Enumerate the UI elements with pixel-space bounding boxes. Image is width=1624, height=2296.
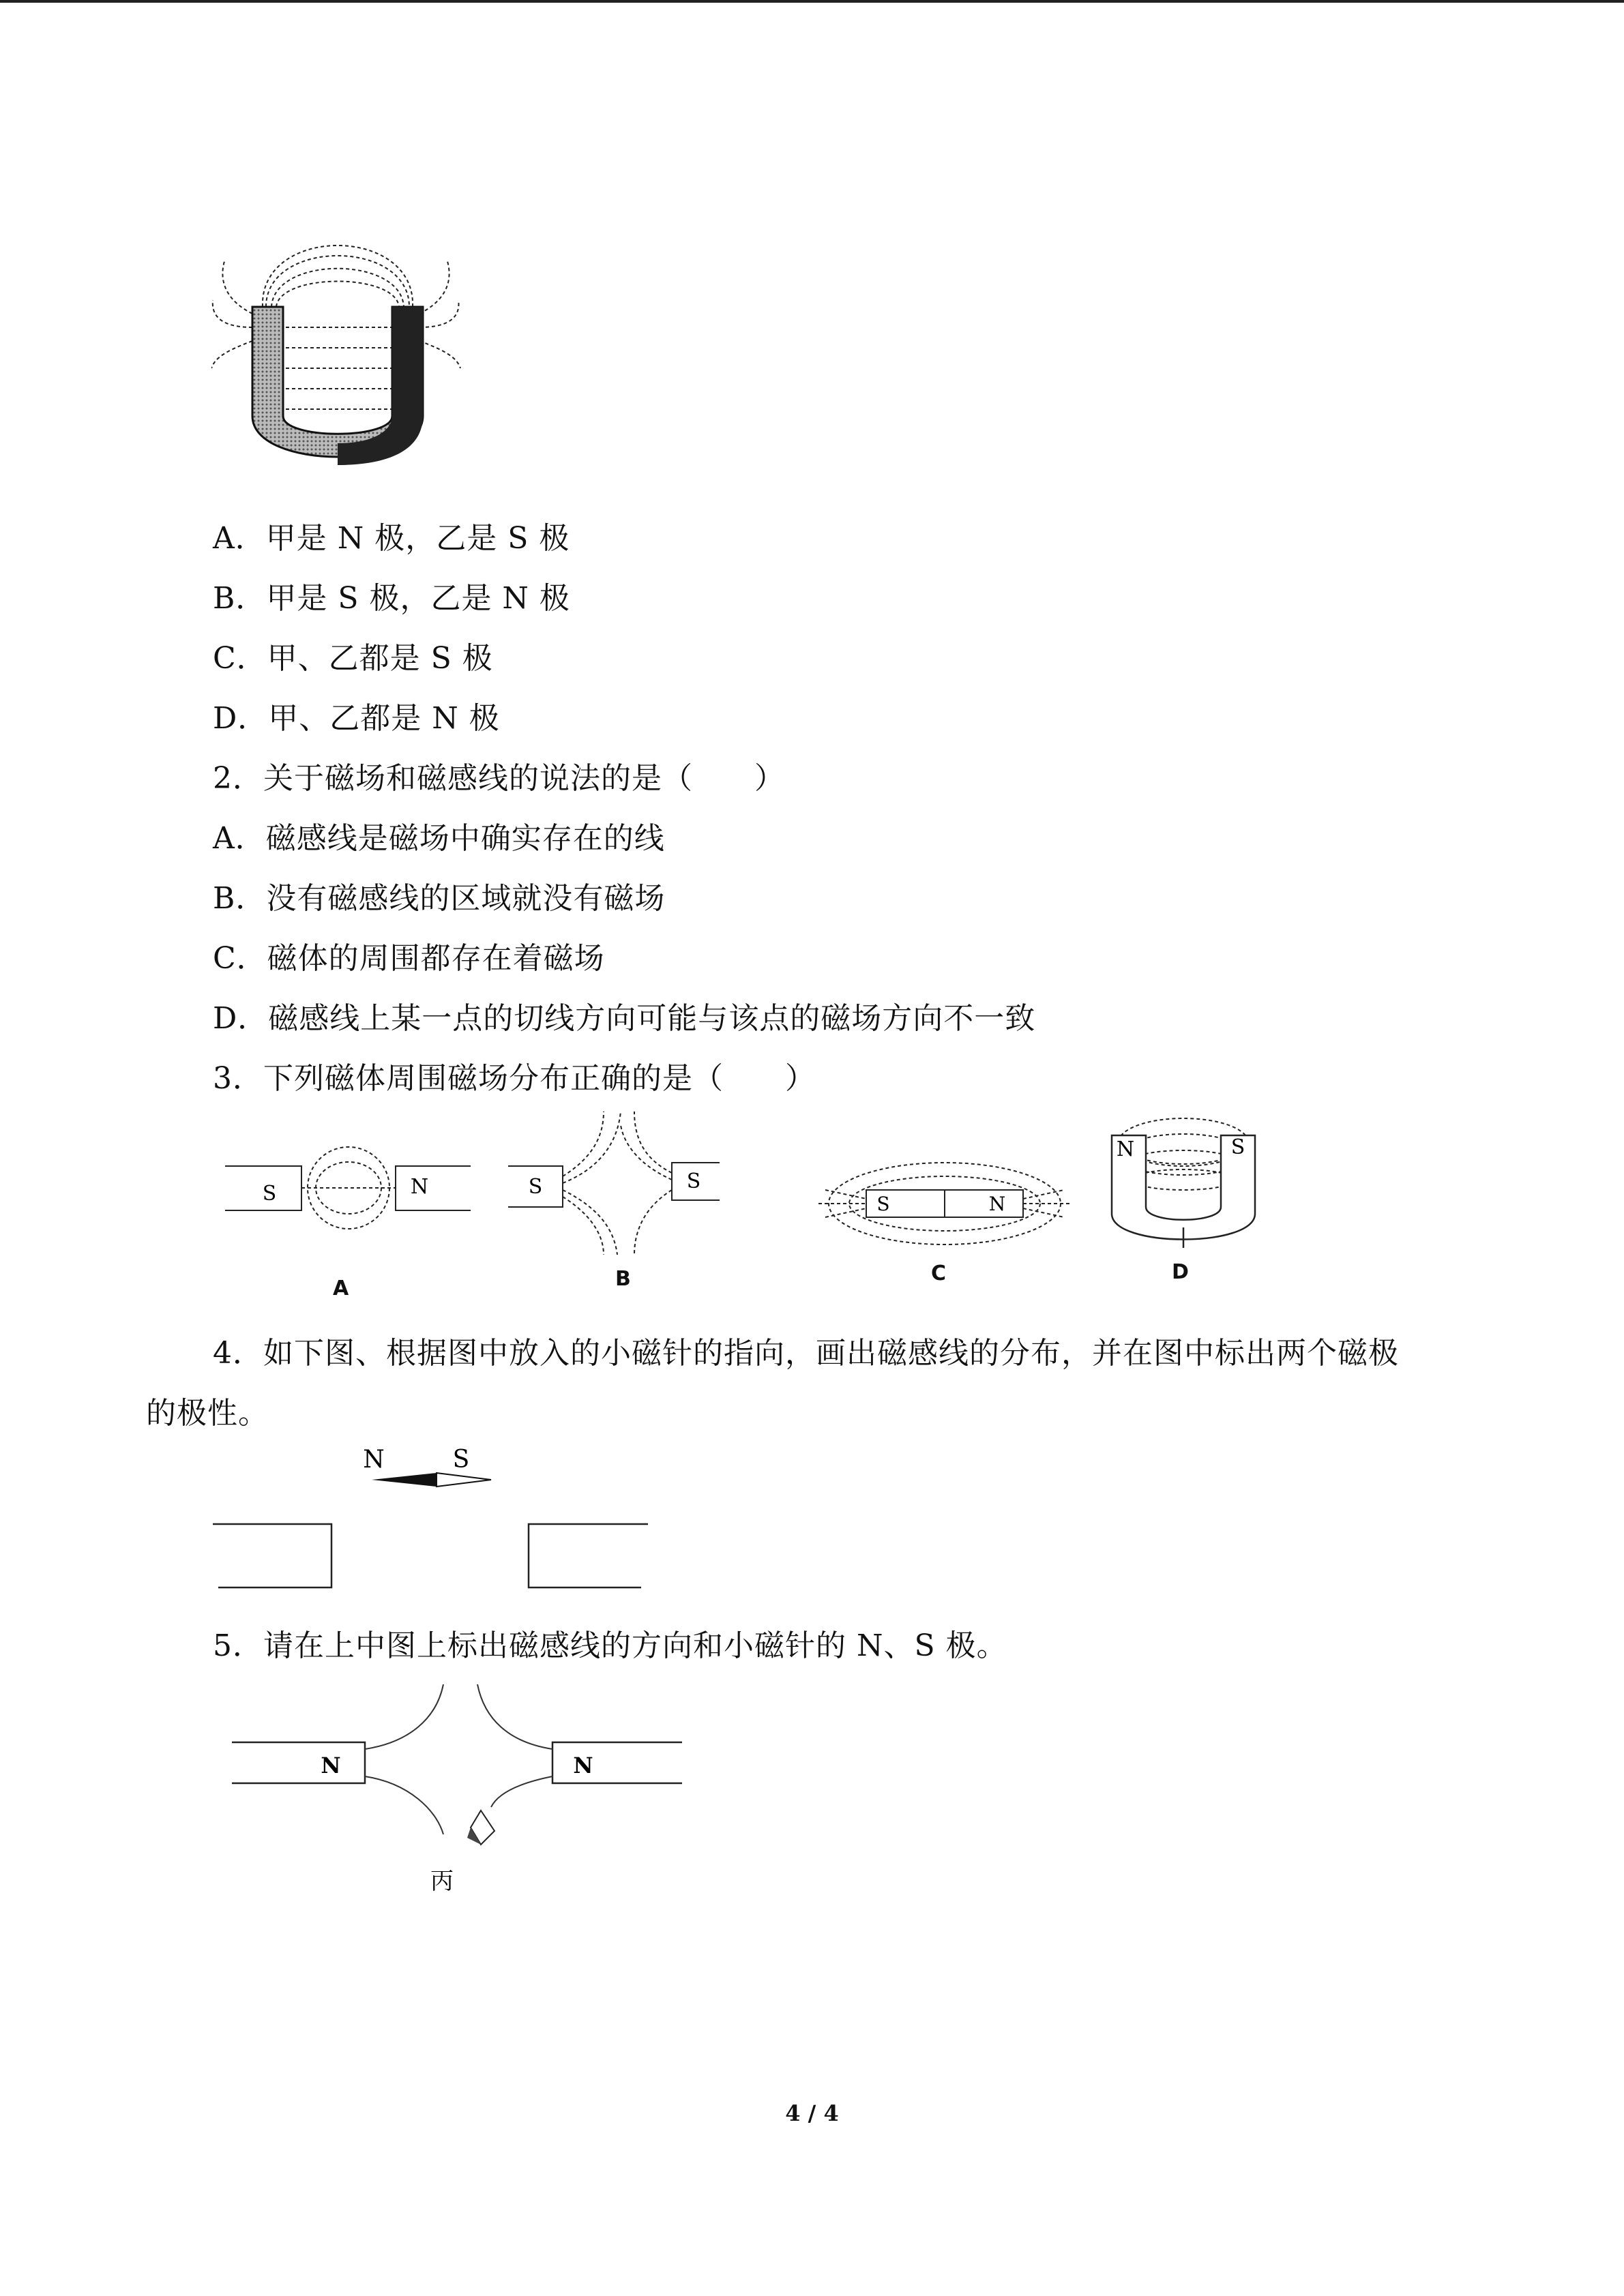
q3c-left-pole: S [876, 1193, 890, 1215]
q5-caption: 丙 [430, 1868, 454, 1895]
q3-label-a: A [333, 1277, 349, 1300]
q3-label-d: D [1172, 1260, 1189, 1284]
q3-figure-c [818, 1159, 1071, 1248]
top-border [0, 0, 1624, 3]
q3d-left-pole: N [1116, 1137, 1135, 1161]
q3b-right-pole: S [686, 1169, 701, 1193]
q2-option-b: B．没有磁感线的区域就没有磁场 [213, 881, 666, 916]
q5-right-pole: N [573, 1753, 593, 1778]
q4-figure [205, 1439, 668, 1596]
q3c-right-pole: N [988, 1193, 1006, 1215]
q3-label-c: C [931, 1262, 947, 1285]
q5-left-pole: N [321, 1753, 341, 1778]
q1-option-a: A．甲是 N 极，乙是 S 极 [213, 521, 570, 556]
q3d-right-pole: S [1230, 1135, 1245, 1159]
q3a-right-pole: N [410, 1175, 429, 1199]
q5-stem: 5．请在上中图上标出磁感线的方向和小磁针的 N、S 极。 [213, 1628, 1007, 1663]
q1-option-b: B．甲是 S 极，乙是 N 极 [213, 581, 570, 616]
q1-option-d: D．甲、乙都是 N 极 [213, 701, 500, 736]
q2-stem: 2．关于磁场和磁感线的说法的是（ ） [213, 761, 785, 796]
q3-label-b: B [615, 1267, 631, 1291]
q3-figure-b [508, 1112, 726, 1255]
q3-figure-d [1098, 1112, 1269, 1265]
q4-needle-n: N [363, 1446, 385, 1474]
q4-line1: 4．如下图、根据图中放入的小磁针的指向，画出磁感线的分布，并在图中标出两个磁极 [213, 1336, 1399, 1371]
q3-stem: 3．下列磁体周围磁场分布正确的是（ ） [213, 1061, 816, 1096]
q1-option-c: C．甲、乙都是 S 极 [213, 641, 493, 676]
q4-line2: 的极性。 [146, 1396, 269, 1431]
q3b-left-pole: S [528, 1175, 543, 1199]
q2-option-d: D．磁感线上某一点的切线方向可能与该点的磁场方向不一致 [213, 1001, 1036, 1036]
q5-figure [225, 1684, 689, 1909]
q2-option-a: A．磁感线是磁场中确实存在的线 [213, 821, 665, 856]
q3a-left-pole: S [262, 1182, 277, 1206]
q4-needle-s: S [452, 1446, 470, 1474]
q2-option-c: C．磁体的周围都存在着磁场 [213, 941, 605, 976]
q3-figure-a [225, 1146, 477, 1265]
u-magnet-figure [211, 218, 464, 488]
page-number: 4 / 4 [785, 2100, 839, 2126]
